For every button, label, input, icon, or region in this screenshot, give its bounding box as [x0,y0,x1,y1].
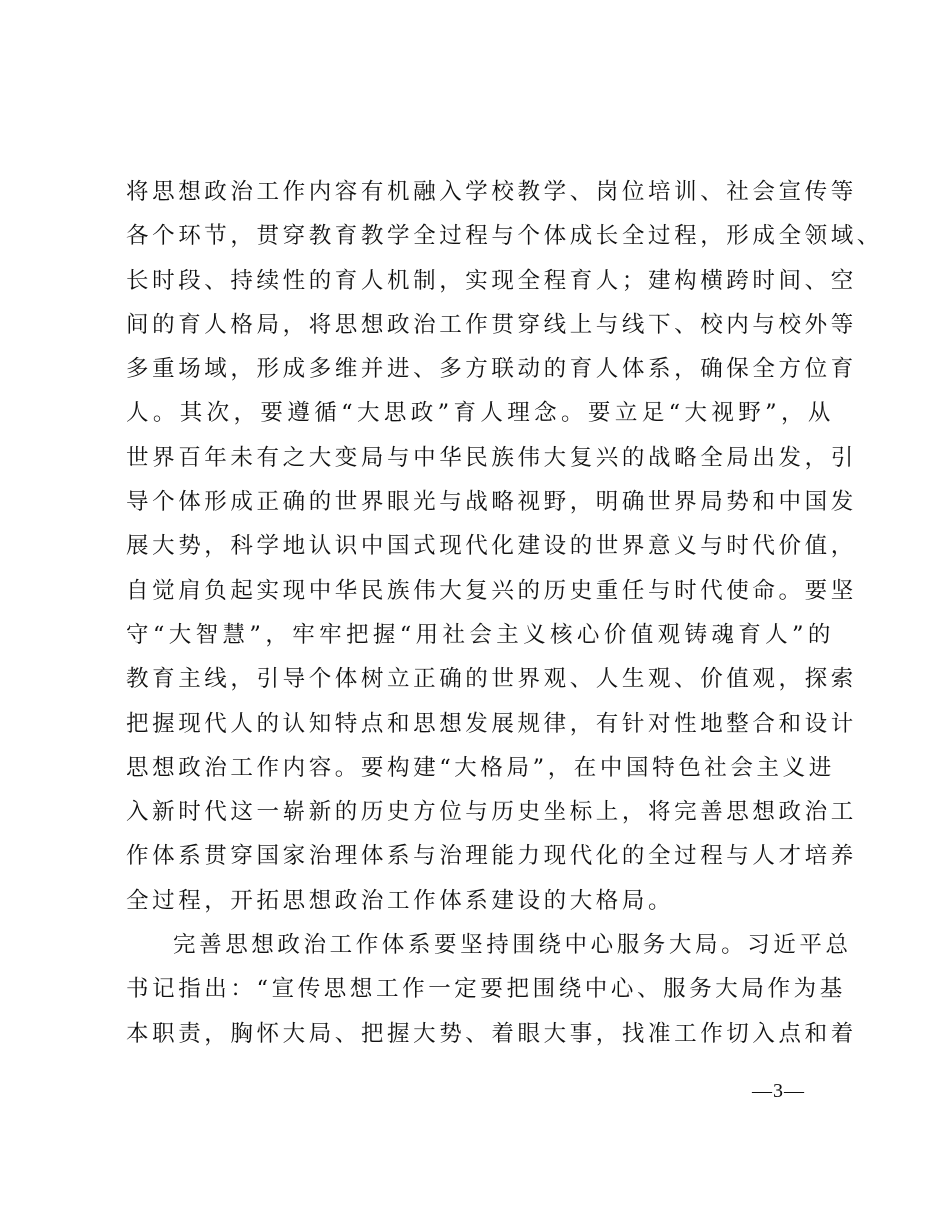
page-number: —3— [752,1080,805,1102]
paragraph-end-line: 全过程，开拓思想政治工作体系建设的大格局。 [126,887,675,914]
text-line: 世界百年未有之大变局与中华民族伟大复兴的战略全局出发，引 [126,444,857,471]
paragraph-start-line: 完善思想政治工作体系要坚持围绕中心服务大局。习近平总 [173,932,852,959]
text-line: 守“大智慧”，牢牢把握“用社会主义核心价值观铸魂育人”的 [126,621,834,648]
text-line: 导个体形成正确的世界眼光与战略视野，明确世界局势和中国发 [126,489,857,516]
text-line: 思想政治工作内容。要构建“大格局”，在中国特色社会主义进 [126,754,835,781]
text-line: 书记指出：“宣传思想工作一定要把围绕中心、服务大局作为基 [126,976,846,1003]
text-line: 多重场域，形成多维并进、多方联动的育人体系，确保全方位育 [126,356,857,383]
text-line: 长时段、持续性的育人机制，实现全程育人；建构横跨时间、空 [126,267,857,294]
text-line: 各个环节，贯穿教育教学全过程与个体成长全过程，形成全领域、 [126,223,883,250]
text-line: 把握现代人的认知特点和思想发展规律，有针对性地整合和设计 [126,710,857,737]
body-text [126,170,883,1056]
text-line: 自觉肩负起实现中华民族伟大复兴的历史重任与时代使命。要坚 [126,577,857,604]
text-line: 入新时代这一崭新的历史方位与历史坐标上，将完善思想政治工 [126,799,857,826]
text-line: 将思想政治工作内容有机融入学校教学、岗位培训、社会宣传等 [126,179,857,205]
text-line: 作体系贯穿国家治理体系与治理能力现代化的全过程与人才培养 [126,843,857,870]
text-line: 展大势，科学地认识中国式现代化建设的世界意义与时代价值， [126,533,857,560]
text-line: 本职责，胸怀大局、把握大势、着眼大事，找准工作切入点和着 [126,1020,857,1047]
text-line: 人。其次，要遵循“大思政”育人理念。要立足“大视野”，从 [126,400,834,427]
text-line: 间的育人格局，将思想政治工作贯穿线上与线下、校内与校外等 [126,311,857,338]
text-line: 教育主线，引导个体树立正确的世界观、人生观、价值观，探索 [126,666,857,693]
